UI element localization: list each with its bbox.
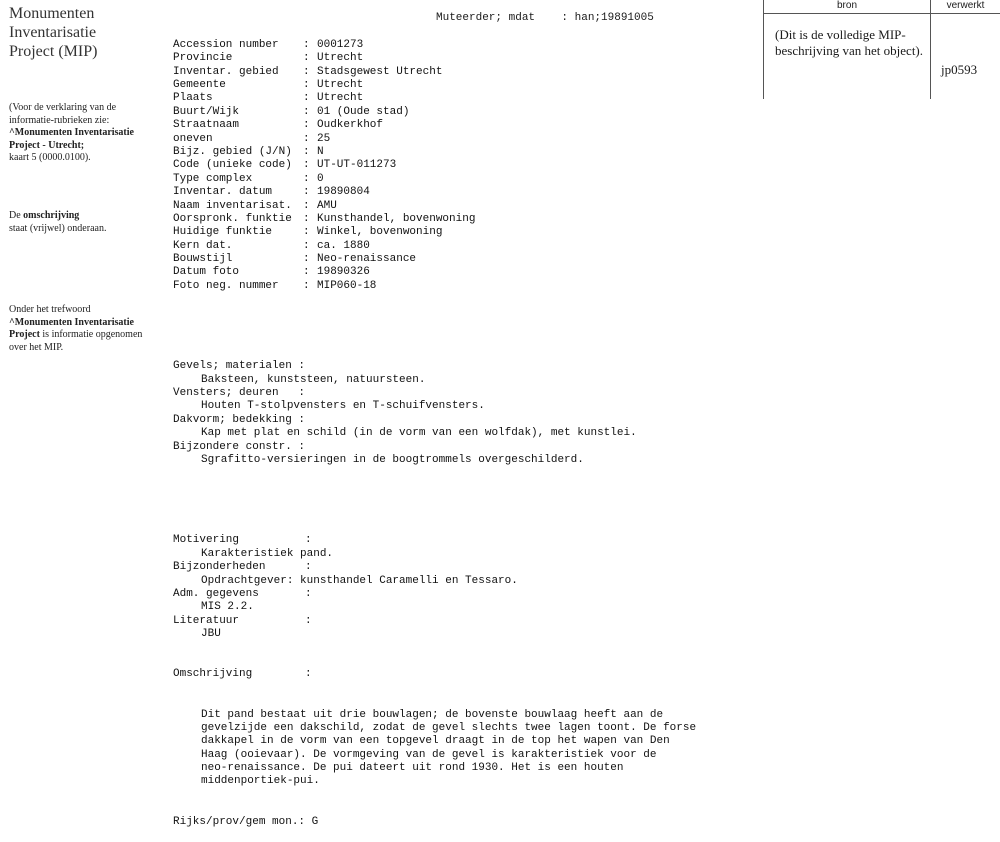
record-field-row: [173, 66, 733, 79]
note-text: Onder het trefwoord: [9, 304, 91, 315]
section-text: JBU: [201, 628, 221, 641]
record-field-row: [173, 186, 733, 199]
record-field-row: [173, 173, 733, 186]
field-label: Huidige funktie: [173, 226, 273, 239]
record-field-row: [173, 280, 733, 293]
record-field-row: [173, 79, 733, 92]
header-verwerkt: verwerkt: [946, 0, 985, 11]
sidebar-title: [9, 4, 159, 61]
field-separator: :: [303, 105, 317, 118]
field-separator: :: [303, 38, 317, 51]
record-field-row: [173, 119, 733, 132]
note-trefwoord: [9, 304, 159, 354]
record-field-row: [173, 39, 733, 52]
note-text: staat (vrijwel) onderaan.: [9, 222, 107, 234]
field-value: ca. 1880: [317, 239, 370, 252]
field-label: Plaats: [173, 92, 213, 105]
section-text: Sgrafitto-versieringen in de boogtrommels overgeschilderd.: [201, 453, 584, 466]
field-separator: :: [303, 186, 317, 199]
muteerder-line: Muteerder; mdat : han;19891005: [436, 12, 654, 24]
section-label: Vensters; deuren :: [173, 387, 306, 400]
field-value: MIP060-18: [317, 279, 377, 292]
field-value: Utrecht: [317, 78, 364, 91]
field-separator: :: [303, 132, 317, 145]
field-label: Straatnaam: [173, 119, 240, 132]
omschrijving-line: gevelzijde een dakschild, zodat de gevel slechts twee lagen toont. De forse: [201, 721, 697, 734]
omschrijving-line: dakkapel in de vorm van een topgevel draagt in de top het wapen van Den: [201, 735, 670, 748]
title-line: Monumenten: [9, 5, 95, 22]
field-separator: :: [303, 172, 317, 185]
header-bron: bron: [836, 0, 857, 11]
note-text: De: [9, 210, 24, 221]
field-separator: :: [303, 159, 317, 172]
field-label: Naam inventarisat.: [173, 199, 292, 212]
field-label: Bouwstijl: [173, 253, 233, 266]
field-label: Accession number: [173, 38, 279, 51]
field-label: Gemeente: [173, 78, 226, 91]
title-line: Inventarisatie: [9, 24, 97, 41]
field-separator: :: [303, 279, 317, 292]
field-value: Stadsgewest Utrecht: [317, 65, 443, 78]
record-field-row: [173, 92, 733, 105]
note-link[interactable]: ^Monumenten Inventarisatie Project: [9, 316, 134, 340]
record-field-row: [173, 240, 733, 253]
section-label: Gevels; materialen :: [173, 360, 306, 373]
field-label: oneven: [173, 132, 213, 145]
field-value: 0001273: [317, 38, 364, 51]
field-separator: :: [303, 65, 317, 78]
field-value: Utrecht: [317, 92, 364, 105]
field-value: N: [317, 145, 324, 158]
field-label: Inventar. gebied: [173, 65, 279, 78]
record-main: [173, 12, 733, 842]
field-separator: :: [303, 52, 317, 65]
section-label: Dakvorm; bedekking :: [173, 413, 306, 426]
note-link[interactable]: ^Monumenten Inventarisatie Project - Utrecht;: [9, 127, 134, 151]
section-label: Bijzonderheden :: [173, 561, 312, 574]
field-value: UT-UT-011273: [317, 159, 397, 172]
bron-description: (Dit is de volledige MIP-beschrijving van het object).: [775, 27, 924, 58]
record-field-row: [173, 266, 733, 279]
section-label: Motivering :: [173, 534, 312, 547]
field-label: Kern dat.: [173, 239, 233, 252]
note-text: (Voor de verklaring van de informatie-rubrieken zie:: [9, 102, 117, 126]
record-field-row: [173, 226, 733, 239]
omschrijving-line: neo-renaissance. De pui dateert uit rond 1930. Het is een houten: [201, 762, 624, 775]
field-label: Code (unieke code): [173, 159, 292, 172]
rijks-line: Rijks/prov/gem mon.: G: [173, 815, 319, 828]
section-text: Houten T-stolpvensters en T-schuifvensters.: [201, 400, 485, 413]
omschrijving-line: Dit pand bestaat uit drie bouwlagen; de bovenste bouwlaag heeft aan de: [201, 708, 664, 721]
note-text: is informatie opgenomen over het MIP.: [9, 329, 143, 353]
field-value: 19890326: [317, 266, 370, 279]
note-bold: omschrijving: [23, 210, 80, 221]
field-separator: :: [303, 92, 317, 105]
field-separator: :: [303, 212, 317, 225]
note-text: kaart 5 (0000.0100).: [9, 152, 91, 163]
section-text: Opdrachtgever: kunsthandel Caramelli en Tessaro.: [201, 574, 518, 587]
record-field-row: [173, 146, 733, 159]
record-field-row: [173, 253, 733, 266]
record-field-row: [173, 106, 733, 119]
field-separator: :: [303, 239, 317, 252]
field-separator: :: [303, 145, 317, 158]
field-value: AMU: [317, 199, 337, 212]
field-value: 01 (Oude stad): [317, 105, 410, 118]
section-text: Baksteen, kunststeen, natuursteen.: [201, 373, 426, 386]
field-value: 19890804: [317, 186, 370, 199]
record-field-row: [173, 133, 733, 146]
field-value: Neo-renaissance: [317, 253, 417, 266]
bron-code: jp0593: [941, 62, 978, 77]
section-label: Literatuur :: [173, 614, 312, 627]
field-label: Type complex: [173, 172, 253, 185]
omschrijving-label: Omschrijving :: [173, 668, 312, 681]
record-field-row: [173, 52, 733, 65]
field-label: Datum foto: [173, 266, 240, 279]
field-value: Kunsthandel, bovenwoning: [317, 212, 476, 225]
title-line: Project (MIP): [9, 43, 98, 60]
field-label: Oorspronk. funktie: [173, 212, 292, 225]
section-label: Adm. gegevens :: [173, 587, 312, 600]
field-value: Utrecht: [317, 52, 364, 65]
section-label: Bijzondere constr. :: [173, 440, 306, 453]
section-text: MIS 2.2.: [201, 601, 254, 614]
field-label: Inventar. datum: [173, 186, 273, 199]
section-text: Kap met plat en schild (in de vorm van een wolfdak), met kunstlei.: [201, 427, 637, 440]
field-value: 25: [317, 132, 331, 145]
field-separator: :: [303, 78, 317, 91]
field-separator: :: [303, 226, 317, 239]
field-value: Winkel, bovenwoning: [317, 226, 443, 239]
omschrijving-line: middenportiek-pui.: [201, 775, 320, 788]
column-divider: [930, 0, 931, 99]
omschrijving-line: Haag (ooievaar). De vormgeving van de gevel is karakteristiek voor de: [201, 748, 657, 761]
field-label: Bijz. gebied (J/N): [173, 145, 292, 158]
field-label: Provincie: [173, 52, 233, 65]
note-verklaring: [9, 102, 159, 165]
bron-table: [763, 0, 1000, 99]
field-separator: :: [303, 266, 317, 279]
record-field-row: [173, 213, 733, 226]
section-text: Karakteristiek pand.: [201, 547, 334, 560]
field-separator: :: [303, 119, 317, 132]
field-separator: :: [303, 199, 317, 212]
note-omschrijving: [9, 210, 159, 235]
record-field-row: [173, 159, 733, 172]
field-value: Oudkerkhof: [317, 119, 384, 132]
record-field-row: [173, 200, 733, 213]
field-value: 0: [317, 172, 324, 185]
bron-header: [764, 0, 1000, 14]
field-separator: :: [303, 253, 317, 266]
field-label: Buurt/Wijk: [173, 105, 240, 118]
field-label: Foto neg. nummer: [173, 279, 279, 292]
